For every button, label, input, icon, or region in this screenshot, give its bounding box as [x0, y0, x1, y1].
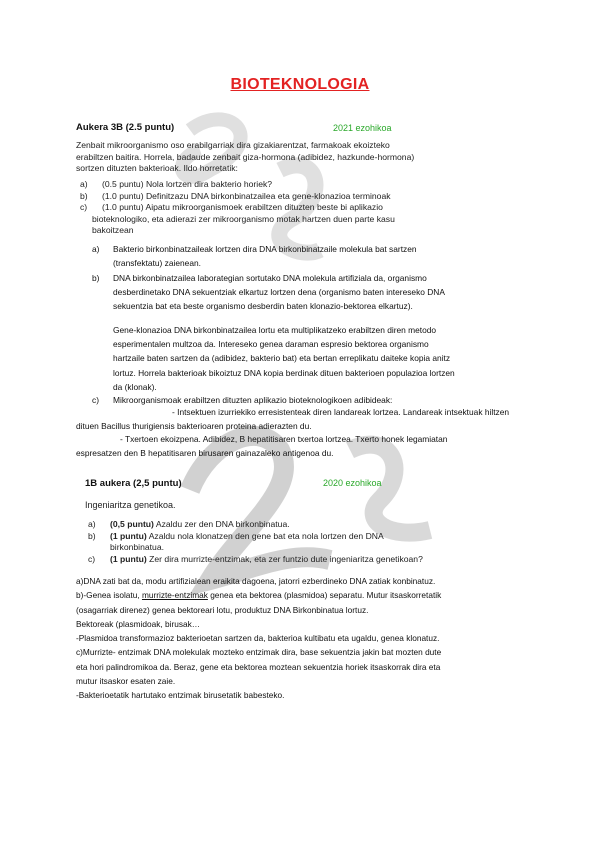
question-item: (0.5 puntu) Nola lortzen dira bakterio horiek?	[102, 179, 273, 189]
answer-1-a: a) Bakterio birkonbinatzaileak lortzen dira DNA birkonbinatzaile molekula bat sartzen (transfektatu) zaienean.	[92, 244, 417, 269]
answer-1-c-detail-1: - Intsektuen izurriekiko erresistenteak diren landareak lortzea. Landareak intsektuak hiltzen dituen Bacillus thurigiensis bakterioaren proteina adierazten du.	[76, 407, 510, 432]
question-1-intro	[76, 140, 456, 175]
question-item-cont: bioteknologiko, eta adierazi zer mikroorganismo motak hartzen duen parte kasu	[92, 213, 395, 224]
question-item-cont: birkonbinatua.	[110, 542, 164, 552]
question-item: Azaldu zer den DNA birkonbinatua.	[155, 519, 290, 529]
question-2-heading: 1B aukera (2,5 puntu)	[85, 478, 182, 489]
answer-1-klonazioa: Gene-klonazioa DNA birkonbinatzailea lortu eta multiplikatzeko erabiltzen diren metodo esperimentalen multzoa da. Intereseko genea daraman espresio bektorea organismo hartzaile baten sartzen da (adibidez, bakterio bat) eta bertan erreplikatu daiteke kopia anitz lortuz. Horrela bakterioak bikoiztuz DNA kopia berdinak dituen bakterioen populazioa lortzen da (klonak).	[113, 325, 455, 392]
question-item: Azaldu nola klonatzen den gene bat eta nola lortzen den DNA	[148, 530, 384, 541]
intro-line: Zenbait mikroorganismo oso erabilgarriak dira gizakiarentzat, farmakoak ekoizteko	[76, 140, 390, 150]
question-item-cont: bakoitzean	[92, 225, 134, 235]
question-2-year: 2020 ezohikoa	[323, 478, 382, 488]
answer-1-c: c) Mikroorganismoak erabiltzen dituzten aplikazio bioteknologikoen adibideak:	[92, 395, 393, 405]
question-item: (1.0 puntu) Definitzazu DNA birkonbinatzailea eta gene-klonazioa terminoak	[102, 190, 391, 201]
intro-line: erabiltzen baitira. Horrela, badaude zenbait giza-hormona (adibidez, hazkunde-hormona)	[76, 151, 415, 162]
question-1-items: a) (0.5 puntu) Nola lortzen dira bakterio horiek? b) (1.0 puntu) Definitzazu DNA birkonbinatzailea eta gene-klonazioa terminoak c) (1.0 puntu) Aipatu mikroorganismoek erabiltzen dituzten beste bi aplikazio bioteknologiko, eta adierazi zer mikroorganismo motak hartzen duen parte kasu bakoitzean	[80, 179, 460, 237]
page-title: BIOTEKNOLOGIA	[230, 76, 370, 93]
question-item: (1.0 puntu) Aipatu mikroorganismoek erabiltzen dituzten beste bi aplikazio	[102, 202, 383, 212]
question-2-items: a) (0,5 puntu) Azaldu zer den DNA birkonbinatua. b) (1 puntu) Azaldu nola klonatzen den gene bat eta nola lortzen den DNA birkonbinatua. c) (1 puntu) Zer dira murrizte-entzimak, eta zer funtzio dute ingeniaritza genetikoan?	[88, 519, 468, 565]
answer-2: a)DNA zati bat da, modu artifizialean eraikita dagoena, jatorri ezberdineko DNA zatiak konbinatuz. b)-Genea isolatu, murrizte-entzimak genea eta bektorea (plasmidoa) separatu. Mutur itsaskorretatik (osagarriak direnez) genea bektoreari lotu, produktuz DNA Birkonbinatua lortuz. Bektoreak (plasmidoak, birusak… -Plasmidoa transformazioz bakterioetan sartzen da, bakterioa kultibatu eta ugaldu, genea klonatuz. c)Murrizte- entzimak DNA molekulak mozteko entzimak dira, base sekuentzia jakin bat mozten dute eta hori palindromikoa da. Beraz, gene eta bektorea moztean sekuentzia horiek itsaskorrak dira eta mutur itsaskor esaten zaie. -Bakterioetatik hartutako entzimak birusetatik babesteko.	[76, 576, 442, 701]
answer-1-b: b) DNA birkonbinatzailea laborategian sortutako DNA molekula artifiziala da, organismo desberdinetako DNA sekuentziak elkartuz lortzen dena (organismo baten intereseko DNA sekuentzia bat eta beste organismo desberdin baten klonazio-bektorea elkartuz).	[92, 273, 445, 312]
question-2-subtitle: Ingeniaritza genetikoa.	[85, 500, 176, 510]
question-1-year: 2021 ezohikoa	[333, 123, 392, 133]
intro-line: sortzen dituzten bakterioak. Ildo horretatik:	[76, 163, 238, 173]
question-1-heading: Aukera 3B (2.5 puntu)	[76, 122, 175, 133]
question-item: Zer dira murrizte-entzimak, eta zer funtzio dute ingeniaritza genetikoan?	[149, 553, 423, 564]
answer-1-c-detail-2: - Txertoen ekoizpena. Adibidez, B hepatitisaren txertoa lortzea. Txerto honek legamiatan espresatzen den B hepatitisaren birusaren gainazaleko antigenoa du.	[76, 434, 448, 459]
